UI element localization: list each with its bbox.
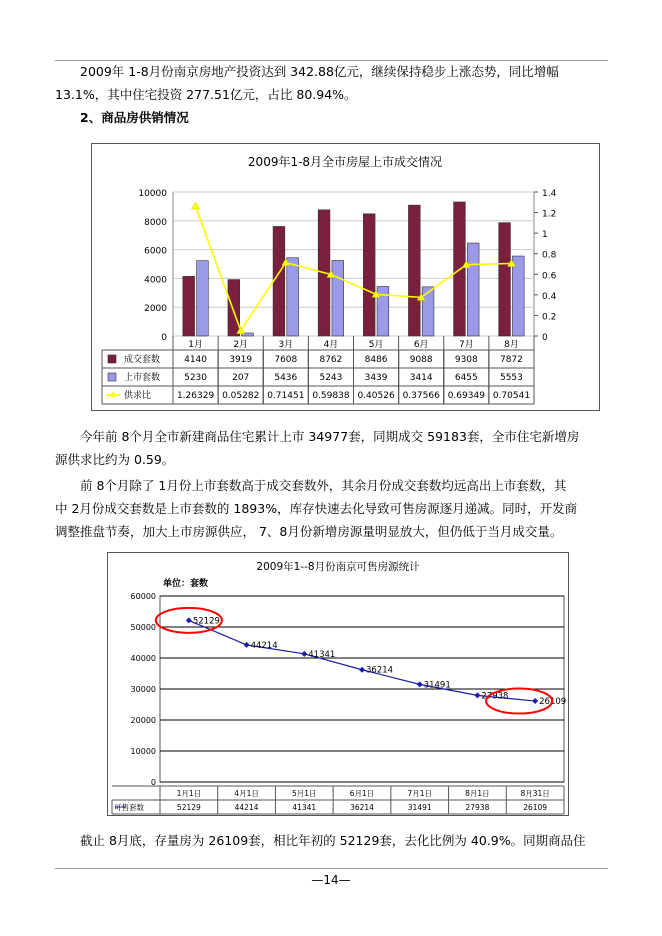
chart1-bar-上市套数 <box>197 261 209 336</box>
supply-line-1: 今年前 8个月全市新建商品住宅累计上市 34977套，同期成交 59183套，全市住宅新增房 <box>80 429 580 444</box>
supply-line-2: 源供求比约为 0.59。 <box>55 452 175 467</box>
chart1-category-label: 4月 <box>323 340 339 350</box>
chart1-table-value: 0.69349 <box>447 391 485 401</box>
chart2-y-tick-label: 50000 <box>130 623 156 632</box>
chart2-table-value: 52129 <box>176 803 201 812</box>
chart2-category-label: 7月1日 <box>407 789 432 798</box>
chart2-table-value: 36214 <box>350 803 374 812</box>
trend-paragraph <box>55 474 608 543</box>
chart1-left-tick-label: 6000 <box>144 246 167 257</box>
chart1-category-label: 7月 <box>458 340 474 350</box>
chart2-y-tick-label: 40000 <box>130 654 156 663</box>
chart1-right-tick-label: 0.4 <box>542 291 557 302</box>
chart1-left-tick-label: 0 <box>161 333 167 343</box>
chart1-table-value: 6455 <box>454 373 478 383</box>
chart2-data-label: 36214 <box>366 665 394 676</box>
chart1-right-tick-label: 1 <box>542 230 548 241</box>
section-heading: 2、商品房供销情况 <box>80 110 189 125</box>
chart1-bar-成交套数 <box>499 223 511 336</box>
chart1-bar-上市套数 <box>332 261 344 336</box>
chart2-data-label: 52129 <box>192 616 220 627</box>
chart2-svg <box>108 553 568 815</box>
chart2-table-value: 41341 <box>292 803 317 812</box>
chart2-category-label: 4月1日 <box>234 789 259 798</box>
chart1-table-value: 5436 <box>274 373 298 383</box>
chart1-table-value: 8486 <box>364 355 388 365</box>
chart1-table-value: 0.59838 <box>312 391 350 401</box>
chart2-title: 2009年1--8月份南京可售房源统计 <box>256 561 420 573</box>
chart2-box <box>107 552 569 816</box>
chart2-data-label: 31491 <box>423 680 451 691</box>
chart1-legend-marker <box>110 391 116 397</box>
chart1-box <box>91 143 600 411</box>
chart1-legend-label: 供求比 <box>124 391 152 401</box>
chart1-table-value: 1.26329 <box>176 391 215 401</box>
chart1-bar-成交套数 <box>228 280 240 336</box>
chart1-table-value: 0.71451 <box>267 391 305 401</box>
chart1-table-value: 9308 <box>454 355 478 365</box>
chart1-bar-成交套数 <box>363 214 375 336</box>
chart2-category-label: 5月1日 <box>292 789 317 798</box>
chart1-left-tick-label: 10000 <box>138 189 167 199</box>
chart2-table-value: 26109 <box>523 803 548 812</box>
chart2-y-tick-label: 10000 <box>130 747 156 756</box>
chart1-right-tick-label: 0.6 <box>542 271 557 282</box>
page-number: —14— <box>311 873 351 887</box>
intro-line-1: 2009年 1-8月份南京房地产投资达到 342.88亿元，继续保持稳步上涨态势，同比增幅 <box>80 64 559 79</box>
chart1-bar-上市套数 <box>467 243 479 336</box>
chart1-table-value: 0.37566 <box>402 391 440 401</box>
chart2-y-tick-label: 30000 <box>130 685 156 694</box>
chart2-legend-label: 可售套数 <box>114 803 144 812</box>
chart1-bar-成交套数 <box>273 226 285 336</box>
chart1-title: 2009年1-8月全市房屋上市成交情况 <box>247 155 443 169</box>
chart1-svg <box>92 144 599 410</box>
chart1-right-tick-label: 1.2 <box>542 209 557 220</box>
chart1-table-value: 0.70541 <box>492 391 531 401</box>
chart2-data-label: 26109 <box>539 697 567 708</box>
chart1-table-value: 5553 <box>499 373 523 383</box>
chart1-table-value: 207 <box>232 373 250 383</box>
chart1-bar-成交套数 <box>408 205 420 336</box>
trend-line-3: 调整推盘节奏，加大上市房源供应， 7、8月份新增房源量明显放大，但仍低于当月成交量。 <box>55 524 563 539</box>
chart2-data-label: 44214 <box>250 640 278 651</box>
chart1-table-value: 3919 <box>229 355 253 365</box>
chart1-left-tick-label: 4000 <box>144 275 167 286</box>
chart2-category-label: 1月1日 <box>176 789 202 798</box>
chart1-category-label: 3月 <box>278 340 294 350</box>
footer-rule <box>55 868 608 869</box>
chart1-bar-上市套数 <box>512 256 524 336</box>
chart1-legend-label: 上市套数 <box>124 373 161 383</box>
chart1-left-tick-label: 2000 <box>144 304 167 315</box>
chart1-table-value: 3414 <box>409 373 433 383</box>
chart1-right-tick-label: 1.4 <box>542 189 557 199</box>
chart1-bar-上市套数 <box>287 258 299 336</box>
chart1-table-value: 4140 <box>184 355 208 365</box>
chart2-y-tick-label: 60000 <box>130 592 156 601</box>
chart1-left-tick-label: 8000 <box>144 217 167 228</box>
trend-line-1: 前 8个月除了 1月份上市套数高于成交套数外，其余月份成交套数均远高出上市套数，其 <box>80 478 567 493</box>
inventory-paragraph <box>55 829 608 852</box>
chart1-table-value: 7608 <box>274 355 298 365</box>
chart1-legend-label: 成交套数 <box>124 355 161 365</box>
chart2-unit-label: 单位：套数 <box>163 579 209 589</box>
chart1-right-tick-label: 0.8 <box>542 250 557 261</box>
chart1-bar-上市套数 <box>422 287 434 336</box>
chart1-right-tick-label: 0.2 <box>542 312 557 323</box>
chart2-table-value: 27938 <box>465 803 490 812</box>
chart2-y-tick-label: 20000 <box>130 716 156 725</box>
chart2-table-value: 31491 <box>407 803 432 812</box>
chart1-bar-成交套数 <box>183 276 195 336</box>
chart1-table-value: 3439 <box>364 373 388 383</box>
chart2-category-label: 8月31日 <box>520 789 550 798</box>
chart2-category-label: 8月1日 <box>465 789 490 798</box>
chart1-table-value: 9088 <box>409 355 433 365</box>
chart1-table-value: 8762 <box>319 355 343 365</box>
chart1-table-value: 7872 <box>499 355 523 365</box>
chart1-table-value: 5230 <box>184 373 208 383</box>
chart1-category-label: 1月 <box>188 340 203 350</box>
chart2-table-value: 44214 <box>234 803 259 812</box>
chart1-table-value: 0.05282 <box>222 391 260 401</box>
chart1-category-label: 5月 <box>368 340 384 350</box>
chart1-legend-swatch <box>108 355 116 363</box>
chart1-table-value: 5243 <box>319 373 343 383</box>
chart1-table-value: 0.40526 <box>357 391 395 401</box>
chart2-y-tick-label: 0 <box>150 778 156 787</box>
supply-paragraph <box>55 425 608 471</box>
chart1-category-label: 8月 <box>504 340 519 350</box>
chart2-data-label: 41341 <box>308 649 336 660</box>
inventory-line-1: 截止 8月底，存量房为 26109套，相比年初的 52129套，去化比例为 40.9%。同期商品住 <box>80 833 586 848</box>
chart1-right-tick-label: 0 <box>542 333 548 343</box>
chart1-category-label: 6月 <box>413 340 429 350</box>
intro-line-2: 13.1%，其中住宅投资 277.51亿元，占比 80.94%。 <box>55 87 357 102</box>
intro-paragraph <box>55 60 608 106</box>
chart2-data-label: 27938 <box>481 691 509 702</box>
chart1-legend-swatch <box>108 373 116 381</box>
trend-line-2: 中 2月份成交套数是上市套数的 1893%，库存快速去化导致可售房源逐月递减。同时，开发商 <box>55 501 578 516</box>
chart1-category-label: 2月 <box>233 340 249 350</box>
chart2-category-label: 6月1日 <box>349 789 375 798</box>
